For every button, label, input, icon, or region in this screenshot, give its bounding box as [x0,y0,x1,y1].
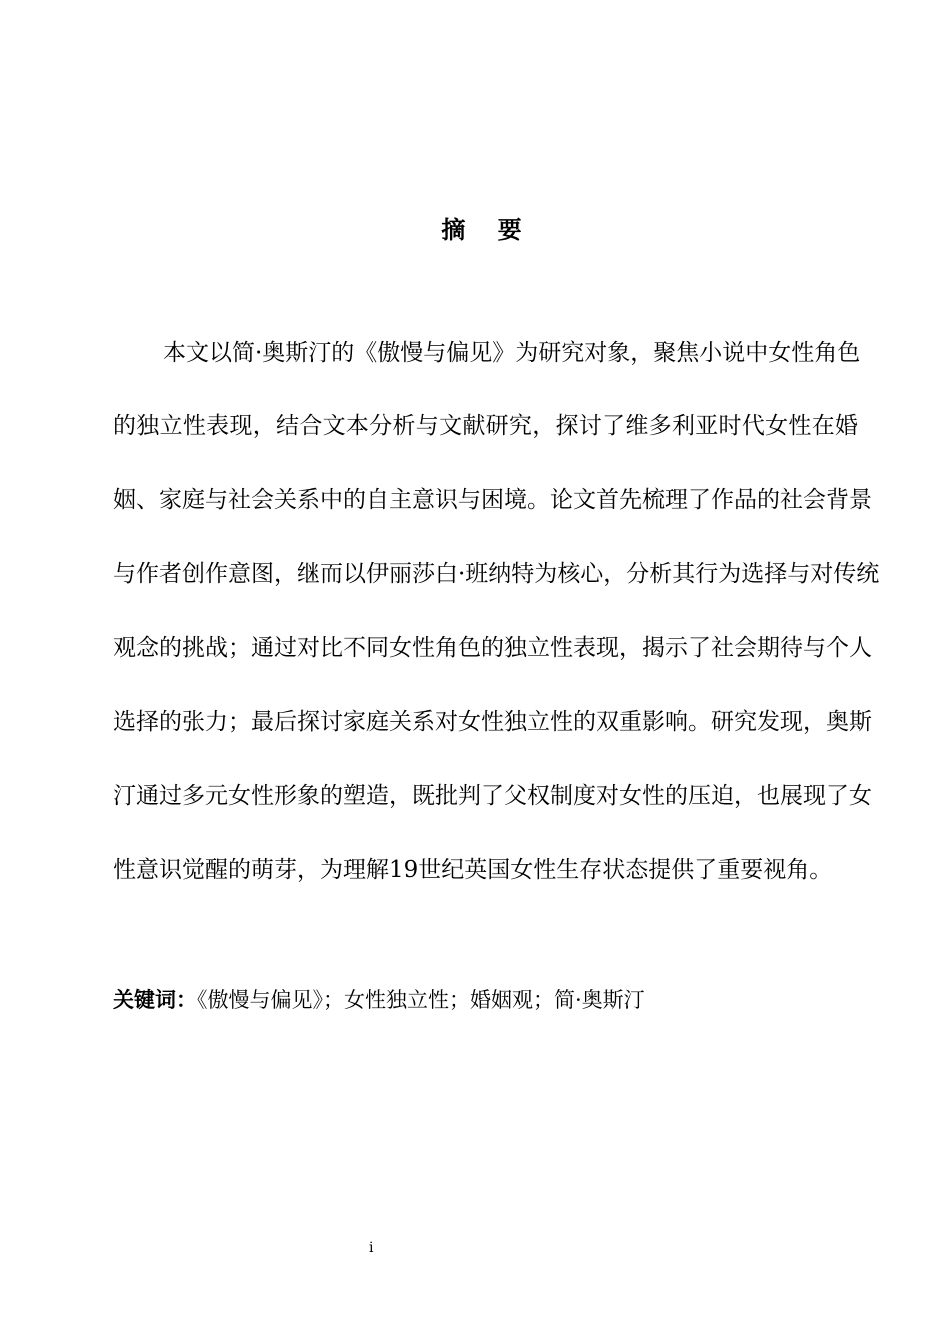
keywords-value: 《傲慢与偏见》；女性独立性；婚姻观；简·奥斯汀 [197,988,645,1012]
abstract-line: 性意识觉醒的萌芽，为理解19世纪英国女性生存状态提供了重要视角。 [113,857,833,883]
page-number: i [369,1240,374,1256]
abstract-line: 观念的挑战；通过对比不同女性角色的独立性表现，揭示了社会期待与个人 [113,635,872,661]
abstract-title: 摘 要 [441,216,534,244]
keywords-label: 关键词： [113,988,197,1012]
abstract-line: 姻、家庭与社会关系中的自主意识与困境。论文首先梳理了作品的社会背景 [113,487,872,513]
keywords [113,985,645,1015]
abstract-line: 与作者创作意图，继而以伊丽莎白·班纳特为核心，分析其行为选择与对传统 [113,561,880,587]
abstract-line: 的独立性表现，结合文本分析与文献研究，探讨了维多利亚时代女性在婚 [113,413,858,439]
abstract-line: 本文以简·奥斯汀的《傲慢与偏见》为研究对象，聚焦小说中女性角色 [163,340,861,366]
abstract-line: 汀通过多元女性形象的塑造，既批判了父权制度对女性的压迫，也展现了女 [113,783,872,809]
abstract-line: 选择的张力；最后探讨家庭关系对女性独立性的双重影响。研究发现，奥斯 [113,709,872,735]
